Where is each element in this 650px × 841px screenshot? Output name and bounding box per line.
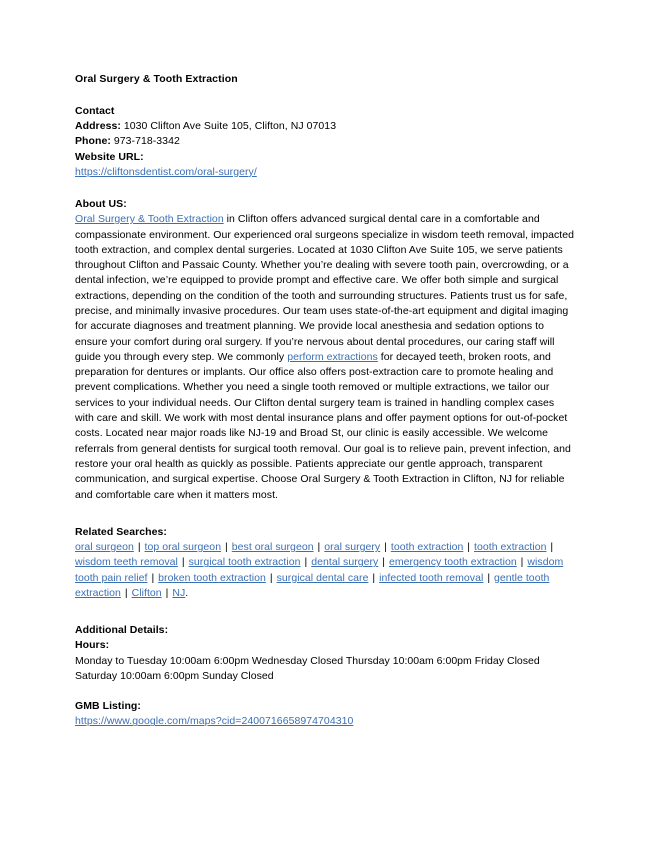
- related-search-separator: |: [369, 571, 379, 584]
- address-label: Address:: [75, 120, 121, 133]
- related-search-link[interactable]: Clifton: [131, 586, 162, 599]
- related-search-link[interactable]: emergency tooth extraction: [389, 556, 517, 569]
- related-search-link[interactable]: infected tooth removal: [379, 571, 484, 584]
- related-search-separator: |: [121, 586, 131, 599]
- related-search-separator: |: [484, 571, 494, 584]
- website-url-line: [75, 165, 575, 180]
- related-search-link[interactable]: best oral surgeon: [231, 541, 314, 554]
- related-search-separator: |: [301, 556, 311, 569]
- related-search-link[interactable]: gentle tooth extraction: [75, 571, 550, 599]
- about-lead-link[interactable]: Oral Surgery & Tooth Extraction: [75, 213, 224, 226]
- related-search-link[interactable]: dental surgery: [311, 556, 379, 569]
- contact-heading: Contact: [75, 105, 115, 117]
- about-heading: About US:: [75, 198, 127, 211]
- related-searches-heading: Related Searches:: [75, 525, 167, 538]
- hours-line-2: Saturday 10:00am 6:00pm Sunday Closed: [75, 669, 274, 682]
- additional-details-section: [75, 623, 575, 729]
- document-content: [75, 72, 575, 730]
- phone-line: [75, 134, 575, 149]
- related-searches-trailing-period: .: [185, 586, 189, 599]
- related-search-separator: |: [148, 571, 158, 584]
- website-url-link[interactable]: https://cliftonsdentist.com/oral-surgery/: [75, 165, 257, 178]
- related-searches-list: [75, 540, 575, 601]
- related-search-separator: |: [314, 541, 324, 554]
- website-url-label: Website URL:: [75, 150, 144, 163]
- related-search-link[interactable]: surgical tooth extraction: [188, 556, 301, 569]
- related-search-separator: |: [162, 586, 172, 599]
- related-search-separator: |: [547, 541, 554, 554]
- related-search-separator: |: [134, 541, 144, 554]
- about-paragraph-part-2: for decayed teeth, broken roots, and preparation for dentures or implants. Our office also offers post-extraction care to promote healing and prevent complications. Whether you need a single tooth removed or multiple extractions, we tailor our services to your individual needs. Our Clifton dental surgery team is trained in handling complex cases with care and skill. We work with most dental insurance plans and offer payment options for out-of-pocket costs. Located near major roads like NJ-19 and Broad St, our clinic is easily accessible. We welcome referrals from general dentists for surgical tooth removal. Our goal is to relieve pain, prevent infection, and restore your oral health as quickly as possible. Patients appreciate our gentle approach, transparent communication, and surgical expertise. Choose Oral Surgery & Tooth Extraction in Clifton, NJ for reliable and comfortable care when it matters most.: [75, 350, 571, 501]
- related-search-link[interactable]: oral surgeon: [75, 541, 134, 554]
- phone-label: Phone:: [75, 135, 111, 148]
- related-search-separator: |: [379, 556, 389, 569]
- related-search-link[interactable]: broken tooth extraction: [158, 571, 266, 584]
- related-search-separator: |: [178, 556, 188, 569]
- related-search-link[interactable]: NJ: [172, 586, 186, 599]
- related-search-link[interactable]: oral surgery: [324, 541, 381, 554]
- related-search-link[interactable]: wisdom teeth removal: [75, 556, 178, 569]
- additional-details-heading: Additional Details:: [75, 624, 169, 637]
- related-search-separator: |: [266, 571, 276, 584]
- about-paragraph-part-1: in Clifton offers advanced surgical dental care in a comfortable and compassionate environment. Our experienced oral surgeons specialize in wisdom teeth removal, impacted tooth extraction, and complex dental surgeries. Located at 1030 Clifton Ave Suite 105, we serve patients throughout Clifton and Passaic County. Whether you’re dealing with severe tooth pain, overcrowding, or a dental infection, we’re equipped to provide prompt and effective care. We offer both simple and surgical extractions, depending on the condition of the tooth and surrounding structures. Patients trust us for safe, precise, and minimally invasive procedures. Our team uses state-of-the-art equipment and digital imaging for accurate diagnoses and treatment planning. We provide local anesthesia and sedation options to ensure your comfort during oral surgery. If you’re nervous about dental procedures, our caring staff will guide you through every step. We commonly: [75, 213, 574, 363]
- about-section: [75, 197, 575, 503]
- related-search-link[interactable]: surgical dental care: [276, 571, 369, 584]
- page-title: Oral Surgery & Tooth Extraction: [75, 73, 238, 85]
- about-paragraph: [75, 212, 575, 503]
- phone-value: 973-718-3342: [110, 135, 180, 148]
- contact-section: [75, 104, 575, 180]
- hours-label: Hours:: [75, 639, 110, 652]
- perform-extractions-link[interactable]: perform extractions: [287, 350, 378, 363]
- hours-line-1: Monday to Tuesday 10:00am 6:00pm Wednesday Closed Thursday 10:00am 6:00pm Friday Closed: [75, 654, 540, 667]
- gmb-listing-label: GMB Listing:: [75, 700, 141, 713]
- related-searches-section: [75, 525, 575, 601]
- related-search-separator: |: [381, 541, 390, 554]
- related-search-separator: |: [517, 556, 527, 569]
- related-search-link[interactable]: tooth extraction: [474, 541, 547, 554]
- related-search-link[interactable]: tooth extraction: [390, 541, 464, 554]
- related-search-link[interactable]: wisdom tooth pain relief: [75, 556, 564, 584]
- related-search-separator: |: [222, 541, 231, 554]
- gmb-listing-link[interactable]: https://www.google.com/maps?cid=2400716658974704310: [75, 715, 354, 728]
- address-value: 1030 Clifton Ave Suite 105, Clifton, NJ 07013: [120, 120, 337, 133]
- related-search-link[interactable]: top oral surgeon: [144, 541, 222, 554]
- related-search-separator: |: [464, 541, 474, 554]
- address-line: [75, 119, 575, 134]
- gmb-listing-line: [75, 714, 575, 729]
